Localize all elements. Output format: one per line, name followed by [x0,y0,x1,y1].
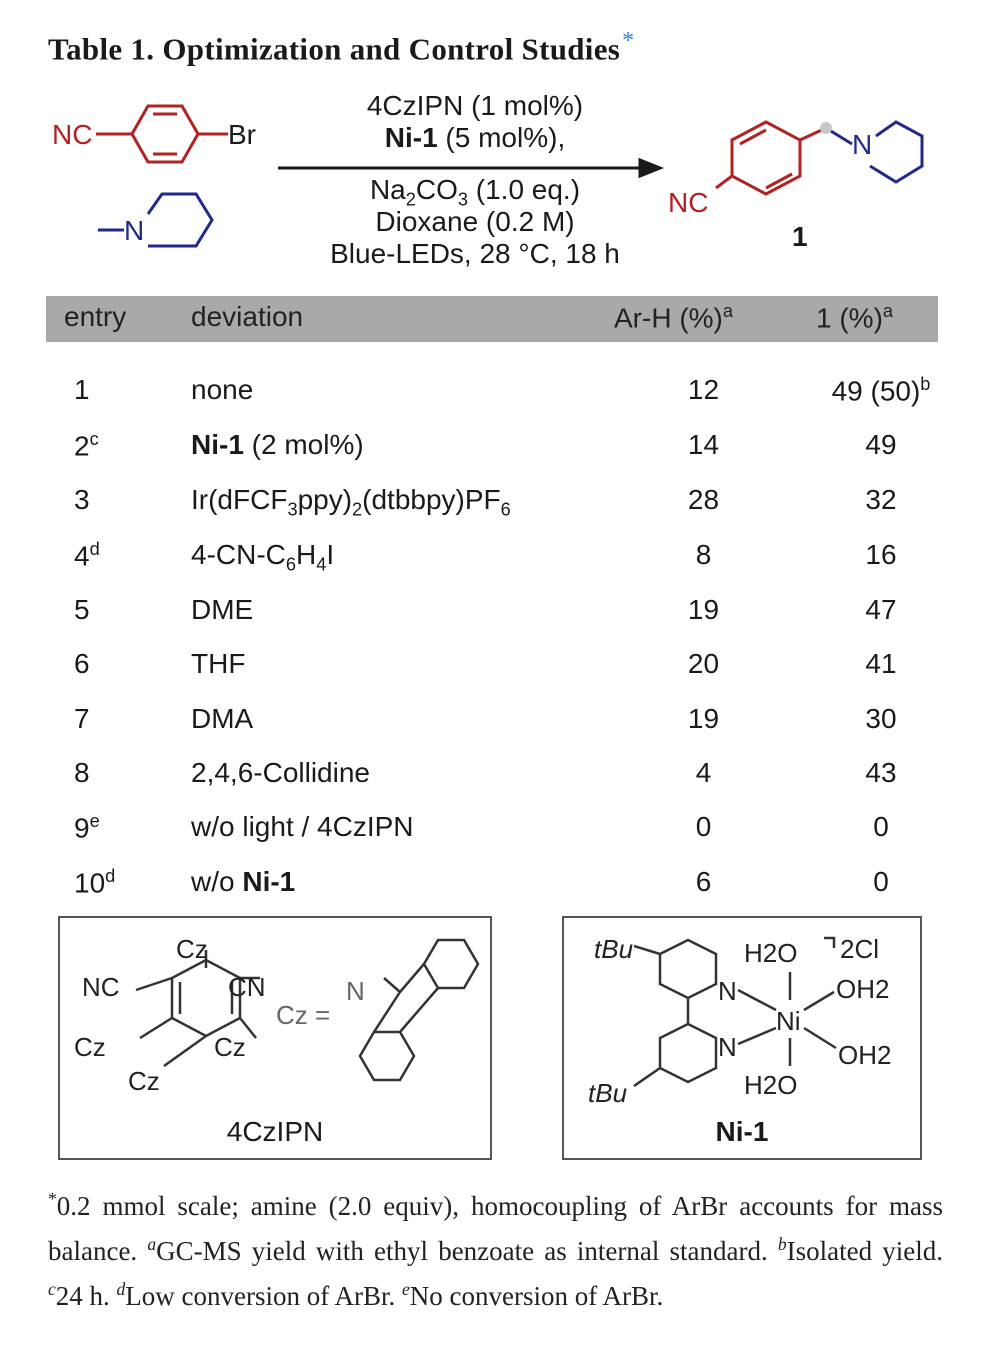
row-arh: 28 [687,484,720,515]
table-title [48,28,634,67]
pyridine-n-bottom-label: N [718,1032,737,1062]
footnote-c: 24 h. [55,1281,117,1311]
condition-nickel: Ni-1 (5 mol%), [384,122,566,153]
cz-definition-label: Cz = [276,1000,331,1030]
reaction-scheme [0,70,1003,290]
br-label: Br [228,119,256,150]
h2o-top-label: H2O [744,938,798,968]
row-yield: 41 [865,648,897,679]
table-row [46,811,938,865]
condition-base: $Na_2CO_3$ (1.0 eq.) [369,174,581,210]
table-row [46,648,938,702]
pyridine-n-top-label: N [718,976,737,1006]
table-row [46,429,938,483]
table-row [46,866,938,920]
row-deviation: $4-CN-C_6H_4I$ [191,539,335,575]
carbazole-n-label: N [346,976,365,1006]
nc-label: NC [52,119,93,150]
table-row [46,539,938,593]
condition-light: Blue-LEDs, 28 °C, 18 h [330,238,620,269]
row-yield: 43 [865,757,897,788]
row-yield: 47 [865,594,897,625]
cz-left-label: Cz [74,1032,106,1062]
condition-solvent: Dioxane (0.2 M) [375,206,575,237]
aryl-bromide-structure [96,106,228,162]
row-entry: 2$^c$ [74,429,99,462]
product-nc-label: NC [668,187,709,218]
h2o-bottom-label: H2O [744,1070,798,1100]
product-n-label: N [852,129,873,160]
row-entry: 7 [74,703,90,734]
row-entry: 8 [74,757,90,788]
row-deviation: $Ir(dFCF_3ppy)_2(dtbbpy)PF_6$ [191,484,511,520]
counterion-label: 2Cl [840,934,880,964]
footnote-star-mark: * [48,1189,57,1209]
ni-label: Ni [776,1006,801,1036]
table-row [46,374,938,428]
row-yield: 49 $(50)^b$ [831,374,931,407]
4czipn-caption: 4CzIPN [226,1116,324,1147]
table-header [46,296,938,342]
nc-label: NC [82,972,120,1002]
cz-right-label: Cz [214,1032,246,1062]
row-entry: 5 [74,594,90,625]
amine-n-label: N [124,215,145,246]
row-arh: 12 [687,374,720,405]
table-footnotes: *0.2 mmol scale; amine (2.0 equiv), homocoupling of ArBr accounts for mass balance. $^a$GC-MS yield with ethyl benzoate as internal standard. $^b$Isolated yield. $^c$24 h. $^d$Low conversion of ArBr. $^e$No conversion of ArBr. [48,1189,944,1311]
row-arh: 4 [695,757,712,788]
footnote-a: GC-MS yield with ethyl benzoate as internal standard. [156,1236,778,1266]
cz-bottom-label: Cz [128,1066,160,1096]
structure-box-4czipn [58,916,492,1160]
row-arh: 14 [687,429,720,460]
structure-box-ni1 [562,916,922,1160]
tbu-bottom-label: tBu [588,1078,628,1108]
row-yield: 49 [865,429,897,460]
header-entry: entry [64,301,127,332]
header-yield: 1 (%)$^a$ [816,301,894,334]
row-deviation: none [191,374,254,405]
table-row [46,703,938,757]
title-footnote-marker: * [622,28,635,54]
cn-label: CN [228,972,266,1002]
product-structure [716,122,922,194]
row-arh: 20 [687,648,720,679]
row-yield: 0 [873,811,889,842]
row-deviation: DME [191,594,254,625]
radical-site-dot [820,122,832,134]
condition-catalyst: 4CzIPN (1 mol%) [366,90,584,121]
row-entry: 9e [74,811,100,844]
tbu-top-label: tBu [594,934,634,964]
oh2-top-label: OH2 [836,974,890,1004]
row-deviation: DMA [191,703,254,734]
row-deviation: 2,4,6-Collidine [191,757,370,788]
oh2-right-label: OH2 [838,1040,892,1070]
table-row [46,594,938,648]
row-entry: 4$^d$ [74,539,100,572]
row-deviation: w/o light / 4CzIPN [191,811,414,842]
ni1-caption: Ni-1 [715,1116,769,1147]
table-title-text: Table 1. Optimization and Control Studies [48,31,621,67]
row-arh: 8 [695,539,712,570]
header-arh: Ar-H (%)$^a$ [614,301,733,334]
row-arh: 6 [695,866,712,897]
row-entry: 10$^d$ [74,866,116,899]
row-deviation: w/o Ni-1 [191,866,296,897]
row-entry: 6 [74,648,90,679]
row-arh: 19 [687,594,720,625]
product-number: 1 [792,221,808,252]
row-yield: 16 [865,539,897,570]
row-yield: 32 [865,484,897,515]
row-entry: 3 [74,484,90,515]
cz-top-label: Cz [176,934,208,964]
footnote-e: No conversion of ArBr. [409,1281,664,1311]
row-arh: 0 [695,811,712,842]
n-methylpiperidine-structure [98,194,212,246]
header-deviation: deviation [191,301,304,332]
footnote-b: Isolated yield. [786,1236,944,1266]
row-deviation: Ni-1 (2 mol%) [191,429,364,460]
table-row [46,757,938,811]
table-row [46,484,938,538]
footnote-d: Low conversion of ArBr. [125,1281,403,1311]
row-entry: 1 [74,374,90,405]
footnote-star: 0.2 mmol scale; amine (2.0 equiv), homocoupling of ArBr accounts for mass balance. [48,1191,943,1266]
row-yield: 0 [873,866,889,897]
row-arh: 19 [687,703,720,734]
row-deviation: THF [191,648,246,679]
row-yield: 30 [865,703,897,734]
